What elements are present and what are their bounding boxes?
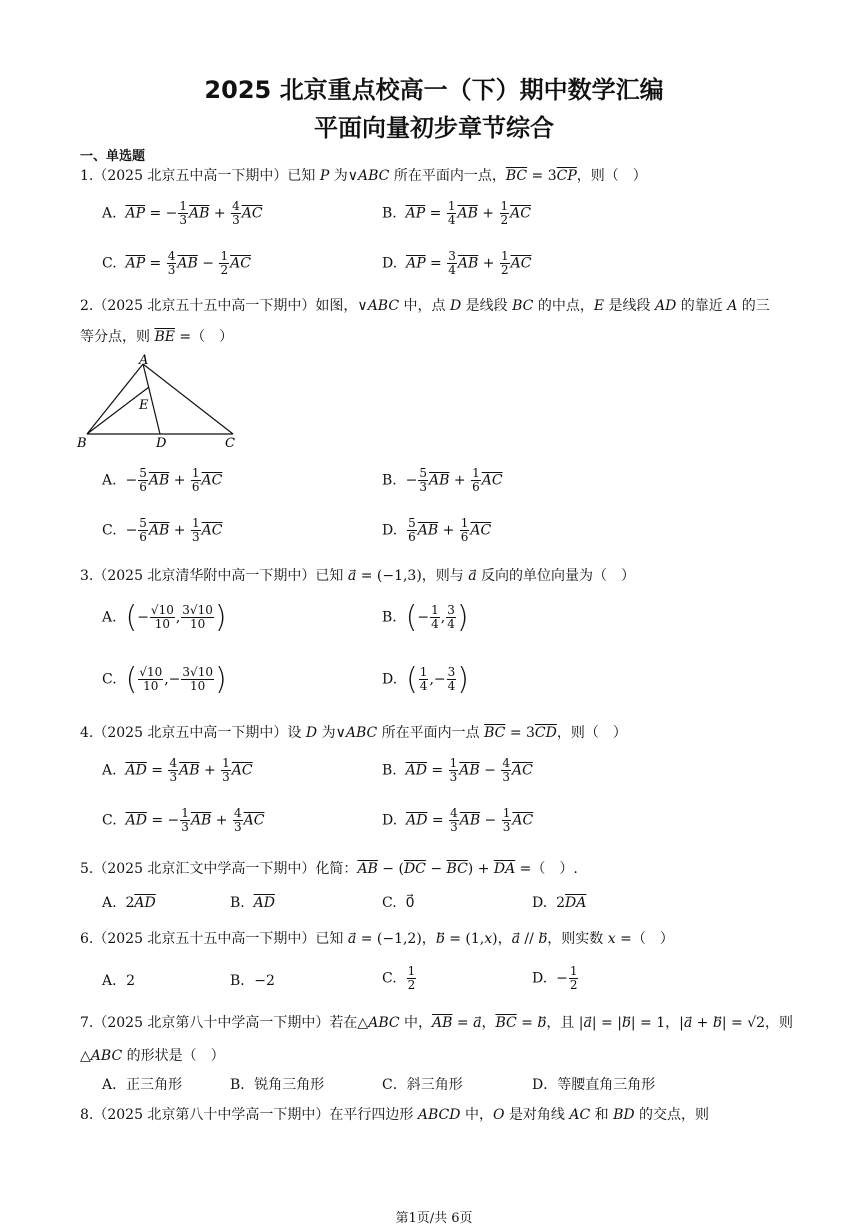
q2-option-c[interactable]: C. − $\frac{5}{6}$ $\overline{AB}$ + $\frac{1}{3}$ $\overline{AC}$ (102, 516, 223, 544)
q6-option-c[interactable]: C. $\frac{1}{2}$ (382, 964, 416, 992)
q3-option-a[interactable]: A. (− $\frac{√10}{10}$ , $\frac{3√10}{10}$ ) (102, 600, 227, 635)
q6-option-b[interactable]: B．−2 (230, 973, 275, 989)
side-ac (143, 364, 233, 434)
q4-option-a[interactable]: A. $\overline{AD}$ = $\frac{4}{3}$ $\overline{AB}$ + $\frac{1}{3}$ $\overline{AC}$ (102, 756, 253, 784)
question-3-stem: 3.（2025 北京清华附中高一下期中）已知 a⃗ = (−1,3)，则与 a⃗ 反向的单位向量为（ ） (80, 568, 636, 584)
label-e: E (139, 398, 149, 413)
q5-option-b[interactable]: B. $\overline{AD}$ (230, 895, 275, 911)
q2-option-a[interactable]: A. − $\frac{5}{6}$ $\overline{AB}$ + $\frac{1}{6}$ $\overline{AC}$ (102, 466, 223, 494)
question-7-stem-line1: 7.（2025 北京第八十中学高一下期中）若在△ABC 中，$\overline{AB}$ = a⃗，$\overline{BC}$ = b⃗，且 |a⃗| = |b⃗| = 1，|a⃗ + b⃗| = √2，则 (80, 1015, 794, 1031)
q4-option-b[interactable]: B. $\overline{AD}$ = $\frac{1}{3}$ $\overline{AB}$ − $\frac{4}{3}$ $\overline{AC}$ (382, 756, 533, 784)
q5-option-c[interactable]: C. 0⃗ (382, 895, 415, 911)
q1-option-a[interactable]: A. $\overline{AP}$ = − $\frac{1}{3}$ $\overline{AB}$ + $\frac{4}{3}$ $\overline{AC}$ (102, 199, 263, 227)
label-d: D (156, 436, 167, 451)
q6-option-a[interactable]: A．2 (102, 973, 136, 989)
section-heading: 一、单选题 (80, 149, 146, 164)
document-subtitle: 平面向量初步章节综合 (314, 114, 554, 142)
q7-option-b[interactable]: B．锐角三角形 (230, 1077, 325, 1093)
question-2-stem-line1: 2.（2025 北京五十五中高一下期中）如图，∨ABC 中，点 D 是线段 BC 的中点，E 是线段 AD 的靠近 A 的三 (80, 298, 770, 314)
q3-option-d[interactable]: D. ( $\frac{1}{4}$ ,− $\frac{3}{4}$ ) (382, 662, 469, 697)
q7-option-c[interactable]: C．斜三角形 (382, 1077, 463, 1093)
q4-option-c[interactable]: C. $\overline{AD}$ = − $\frac{1}{3}$ $\overline{AB}$ + $\frac{4}{3}$ $\overline{AC}$ (102, 806, 265, 834)
question-8-stem: 8.（2025 北京第八十中学高一下期中）在平行四边形 ABCD 中，O 是对角线 AC 和 BD 的交点，则 (80, 1107, 710, 1123)
question-1-stem: 1.（2025 北京五中高一下期中）已知 P 为∨ABC 所在平面内一点，$\overline{BC} = 3\overline{CP}$，则（ ） (80, 168, 647, 184)
q2-option-d[interactable]: D. $\frac{5}{6}$ $\overline{AB}$ + $\frac{1}{6}$ $\overline{AC}$ (382, 516, 492, 544)
q2-option-b[interactable]: B. − $\frac{5}{3}$ $\overline{AB}$ + $\frac{1}{6}$ $\overline{AC}$ (382, 466, 503, 494)
q1-option-c[interactable]: C. $\overline{AP}$ = $\frac{4}{3}$ $\overline{AB}$ − $\frac{1}{2}$ $\overline{AC}$ (102, 249, 251, 277)
question-4-stem: 4.（2025 北京五中高一下期中）设 D 为∨ABC 所在平面内一点 $\overline{BC} = 3\overline{CD}$，则（ ） (80, 725, 627, 741)
q5-option-a[interactable]: A. $2\overline{AD}$ (102, 895, 156, 911)
side-ab (87, 364, 143, 434)
q5-option-d[interactable]: D. $2\overline{DA}$ (532, 895, 587, 911)
q7-option-d[interactable]: D．等腰直角三角形 (532, 1077, 656, 1093)
label-b: B (77, 436, 87, 451)
triangle-figure (75, 352, 250, 452)
question-5-stem: 5.（2025 北京汇文中学高一下期中）化简：$\overline{AB} - (\overline{DC} - \overline{BC}) + \overline{DA}$ =（ ）. (80, 861, 578, 877)
question-7-stem-line2: △ABC 的形状是（ ） (80, 1048, 225, 1064)
question-6-stem: 6.（2025 北京五十五中高一下期中）已知 a⃗ = (−1,2)，b⃗ = (1,x)，a⃗ // b⃗，则实数 x =（ ） (80, 931, 674, 947)
q3-option-c[interactable]: C. ( $\frac{√10}{10}$ ,− $\frac{3√10}{10}$ ) (102, 662, 227, 697)
document-title: 2025 北京重点校高一（下）期中数学汇编 (204, 76, 664, 104)
q1-option-d[interactable]: D. $\overline{AP}$ = $\frac{3}{4}$ $\overline{AB}$ + $\frac{1}{2}$ $\overline{AC}$ (382, 249, 532, 277)
q6-option-d[interactable]: D. − $\frac{1}{2}$ (532, 964, 578, 992)
question-2-stem-line2: 等分点，则 $\overline{BE}$ =（ ） (80, 329, 234, 345)
q3-option-b[interactable]: B. (− $\frac{1}{4}$ , $\frac{3}{4}$ ) (382, 600, 469, 635)
page-footer: 第1页/共 6页 (395, 1211, 473, 1226)
q1-option-b[interactable]: B. $\overline{AP}$ = $\frac{1}{4}$ $\overline{AB}$ + $\frac{1}{2}$ $\overline{AC}$ (382, 199, 531, 227)
label-a: A (139, 353, 149, 368)
q7-option-a[interactable]: A．正三角形 (102, 1077, 183, 1093)
q4-option-d[interactable]: D. $\overline{AD}$ = $\frac{4}{3}$ $\overline{AB}$ − $\frac{1}{3}$ $\overline{AC}$ (382, 806, 534, 834)
label-c: C (225, 436, 235, 451)
